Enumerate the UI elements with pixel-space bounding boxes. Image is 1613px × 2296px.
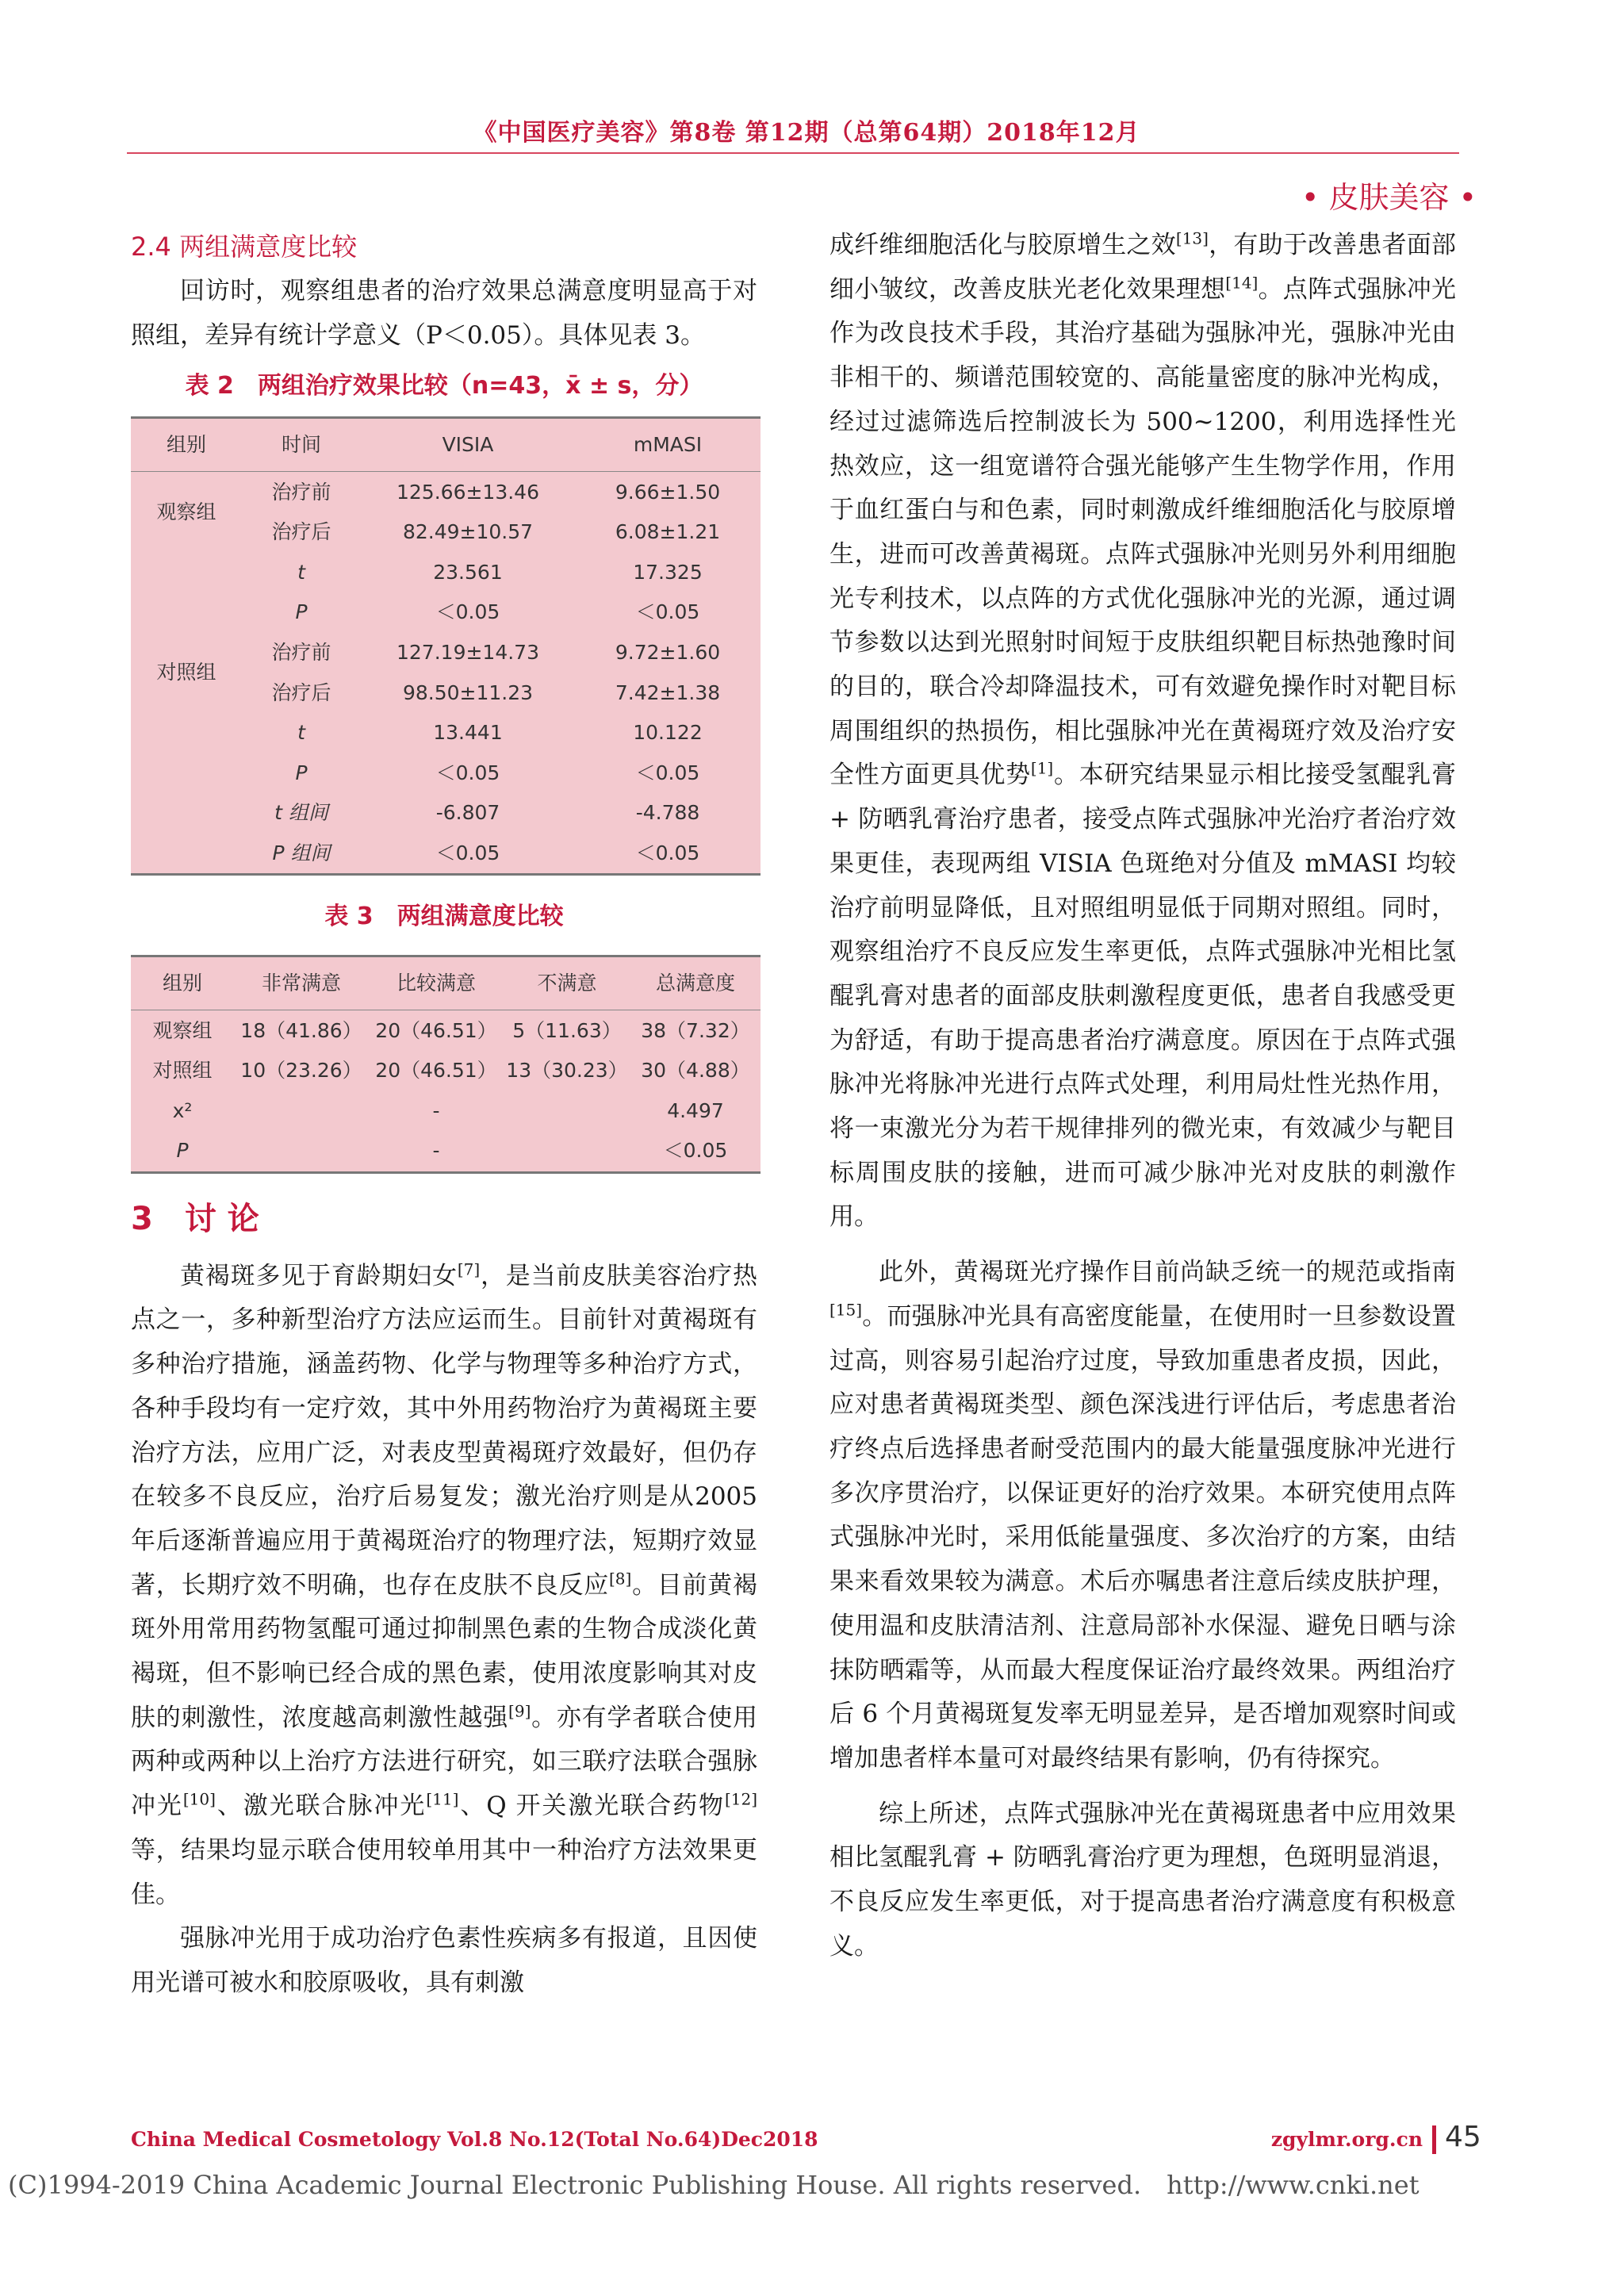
table-header-cell: 组别 [131,418,242,472]
table-cell: ＜0.05 [435,600,500,624]
table-cell: t [297,721,305,745]
table-cell: x² [172,1098,193,1122]
table-header-cell: 总满意度 [630,956,761,1010]
table-cell: 7.42±1.38 [615,680,721,704]
table-cell: - [432,1098,440,1122]
table-cell: 对照组 [152,1059,213,1083]
table-cell: 38（7.32） [641,1018,750,1042]
left-column [131,224,757,2006]
table-cell: t 组间 [274,801,328,825]
table-row [131,713,761,753]
table-row [131,1010,761,1051]
table-3 [131,955,761,1173]
table-header-cell: 非常满意 [234,956,369,1010]
table-row [131,834,761,875]
discussion-paragraph-2-cont: 成纤维细胞活化与胶原增生之效[13]，有助于改善患者面部细小皱纹，改善皮肤光老化效果理想[14]。点阵式强脉冲光作为改良技术手段，其治疗基础为强脉冲光，强脉冲光由非相干的、频谱范围较宽的、高能量密度的脉冲光构成，经过过滤筛选后控制波长为 500~1200，利用选择性光热效应，这一组宽谱符合强光能够产生生物学作用，作用于血红蛋白与和色素，同时刺激成纤维细胞活化与胶原增生，进而可改善黄褐斑。点阵式强脉冲光则另外利用细胞光专利技术，以点阵的方式优化强脉冲光的光源，通过调节参数以达到光照射时间短于皮肤组织靶目标热弛豫时间的目的，联合冷却降温技术，可有效避免操作时对靶目标周围组织的热损伤，相比强脉冲光在黄褐斑疗效及治疗安全性方面更具优势[1]。本研究结果显示相比接受氢醌乳膏 + 防晒乳膏治疗患者，接受点阵式强脉冲光治疗者治疗效果更佳，表现两组 VISIA 色斑绝对分值及 mMASI 均较治疗前明显降低，且对照组明显低于同期对照组。同时，观察组治疗不良反应发生率更低，点阵式强脉冲光相比氢醌乳膏对患者的面部皮肤刺激程度更低，患者自我感受更为舒适，有助于提高患者治疗满意度。原因在于点阵式强脉冲光将脉冲光进行点阵式处理，利用局灶性光热作用，将一束激光分为若干规律排列的微光束，有效减少与靶目标周围皮肤的接触，进而可减少脉冲光对皮肤的刺激作用。 [829,228,1457,1232]
citation: [7] [457,1259,481,1279]
table-cell: 10（23.26） [240,1059,362,1083]
table-group-cell: 对照组 [156,661,216,684]
table-cell: P [295,761,308,784]
table-row [131,633,761,673]
citation: [14] [1225,273,1259,293]
table-group-cell: 观察组 [156,500,216,523]
table-cell: P [295,600,308,624]
citation: [13] [1175,228,1209,248]
table-cell: 10.122 [633,721,703,745]
citation: [10] [182,1789,216,1809]
table-cell: 治疗后 [271,680,331,704]
table-header-cell: 不满意 [504,956,630,1010]
table-cell: 治疗前 [271,641,331,665]
table-row [131,418,761,472]
table-cell: 125.66±13.46 [397,480,539,504]
footer-journal-info: China Medical Cosmetology Vol.8 No.12(Total No.64)Dec2018 [131,2128,818,2151]
table-row [131,1091,761,1132]
table-header-cell: mMASI [575,418,761,472]
table-cell: P [176,1139,189,1163]
table-2 [131,416,761,876]
conclusion-paragraph: 综上所述，点阵式强脉冲光在黄褐斑患者中应用效果相比氢醌乳膏 + 防晒乳膏治疗更为理想，色斑明显消退，不良反应发生率更低，对于提高患者治疗满意度有积极意义。 [829,1799,1456,1961]
table-cell: -4.788 [635,801,700,825]
footer-divider [1432,2125,1436,2154]
section-2-4-title: 2.4 两组满意度比较 [131,232,358,262]
table-row [131,753,761,794]
table-cell: ＜0.05 [635,761,700,784]
table-cell: 20（46.51） [375,1018,497,1042]
table-cell [234,1131,369,1172]
table-row [131,793,761,834]
table-cell: 9.72±1.60 [615,641,721,665]
copyright-notice: (C)1994-2019 China Academic Journal Electronic Publishing House. All rights reserved. http://www.cnki.net [8,2170,1420,2200]
table-cell: 17.325 [633,560,703,584]
right-column [829,224,1456,1968]
discussion-paragraph-2: 强脉冲光用于成功治疗色素性疾病多有报道，且因使用光谱可被水和胶原吸收，具有刺激 [131,1924,757,1997]
footer-website: zgylmr.org.cn [1270,2128,1423,2151]
citation: [8] [608,1569,632,1589]
citation: [11] [426,1789,459,1809]
table-row [131,553,761,593]
table-header-cell: 时间 [242,418,361,472]
table-cell: t [297,560,305,584]
page-number: 45 [1445,2121,1481,2153]
table-cell [504,1091,630,1132]
table-cell: 13（30.23） [506,1059,628,1083]
table-row [131,1131,761,1172]
citation: [15] [829,1300,863,1320]
table-cell: 9.66±1.50 [615,480,721,504]
section-3-title: 3 讨 论 [131,1200,259,1237]
table-cell: 23.561 [433,560,503,584]
table-cell: 治疗前 [271,480,331,504]
table-cell: 82.49±10.57 [402,520,534,544]
section-2-4-paragraph: 回访时，观察组患者的治疗效果总满意度明显高于对照组，差异有统计学意义（P＜0.05）。具体见表 3。 [131,277,757,350]
citation: [1] [1030,759,1054,779]
table-cell: 5（11.63） [512,1018,622,1042]
table-cell: 98.50±11.23 [402,680,534,704]
table-cell [504,1131,630,1172]
table-header-cell: 比较满意 [369,956,504,1010]
table-cell: ＜0.05 [663,1139,728,1163]
table-cell: 20（46.51） [375,1059,497,1083]
table-cell: 13.441 [433,721,503,745]
table-2-caption: 表 2 两组治疗效果比较（n=43，x̄ ± s，分） [185,372,703,401]
journal-header: 《中国医疗美容》第8卷 第12期（总第64期）2018年12月 [473,119,1140,147]
table-cell: ＜0.05 [435,841,500,865]
citation: [12] [724,1789,758,1809]
table-cell: P 组间 [272,841,331,865]
table-cell: - [432,1139,440,1163]
table-cell: 治疗后 [271,520,331,544]
table-row [131,1051,761,1091]
table-3-caption: 表 3 两组满意度比较 [324,903,564,931]
header-rule [127,152,1459,154]
table-cell: -6.807 [435,801,500,825]
table-header-cell: 组别 [131,956,234,1010]
table-row [131,956,761,1010]
discussion-paragraph-3: 此外，黄褐斑光疗操作目前尚缺乏统一的规范或指南[15]。而强脉冲光具有高密度能量，在使用时一旦参数设置过高，则容易引起治疗过度，导致加重患者皮损，因此，应对患者黄褐斑类型、颜色深浅进行评估后，考虑患者治疗终点后选择患者耐受范围内的最大能量强度脉冲光进行多次序贯治疗，以保证更好的治疗效果。本研究使用点阵式强脉冲光时，采用低能量强度、多次治疗的方案，由结果来看效果较为满意。术后亦嘱患者注意后续皮肤护理，使用温和皮肤清洁剂、注意局部补水保湿、避免日晒与涂抹防晒霜等，从而最大程度保证治疗最终效果。两组治疗后 6 个月黄褐斑复发率无明显差异，是否增加观察时间或增加患者样本量可对最终结果有影响，仍有待探究。 [829,1258,1456,1773]
table-row [131,472,761,512]
table-cell: 30（4.88） [641,1059,750,1083]
table-row [131,592,761,633]
table-cell: 127.19±14.73 [397,641,539,665]
discussion-paragraph-1: 黄褐斑多见于育龄期妇女[7]，是当前皮肤美容治疗热点之一，多种新型治疗方法应运而生。目前针对黄褐斑有多种治疗措施，涵盖药物、化学与物理等多种治疗方式，各种手段均有一定疗效，其中外用药物治疗为黄褐斑主要治疗方法，应用广泛，对表皮型黄褐斑疗效最好，但仍存在较多不良反应，治疗后易复发；激光治疗则是从2005年后逐渐普遍应用于黄褐斑治疗的物理疗法，短期疗效显著，长期疗效不明确，也存在皮肤不良反应[8]。目前黄褐斑外用常用药物氢醌可通过抑制黑色素的生物合成淡化黄褐斑，但不影响已经合成的黑色素，使用浓度影响其对皮肤的刺激性，浓度越高刺激性越强[9]。亦有学者联合使用两种或两种以上治疗方法进行研究，如三联疗法联合强脉冲光[10]、激光联合脉冲光[11]、Q 开关激光联合药物[12]等，结果均显示联合使用较单用其中一种治疗方法效果更佳。 [131,1259,758,1909]
table-cell: ＜0.05 [635,600,700,624]
table-cell: ＜0.05 [435,761,500,784]
citation: [9] [508,1701,531,1721]
table-header-cell: VISIA [361,418,575,472]
table-cell: ＜0.05 [635,841,700,865]
table-cell: 4.497 [667,1098,724,1122]
section-tag: • 皮肤美容 • [1301,180,1477,215]
table-cell: 6.08±1.21 [615,520,721,544]
table-cell: 18（41.86） [240,1018,362,1042]
table-cell: 观察组 [152,1018,213,1042]
table-cell [234,1091,369,1132]
